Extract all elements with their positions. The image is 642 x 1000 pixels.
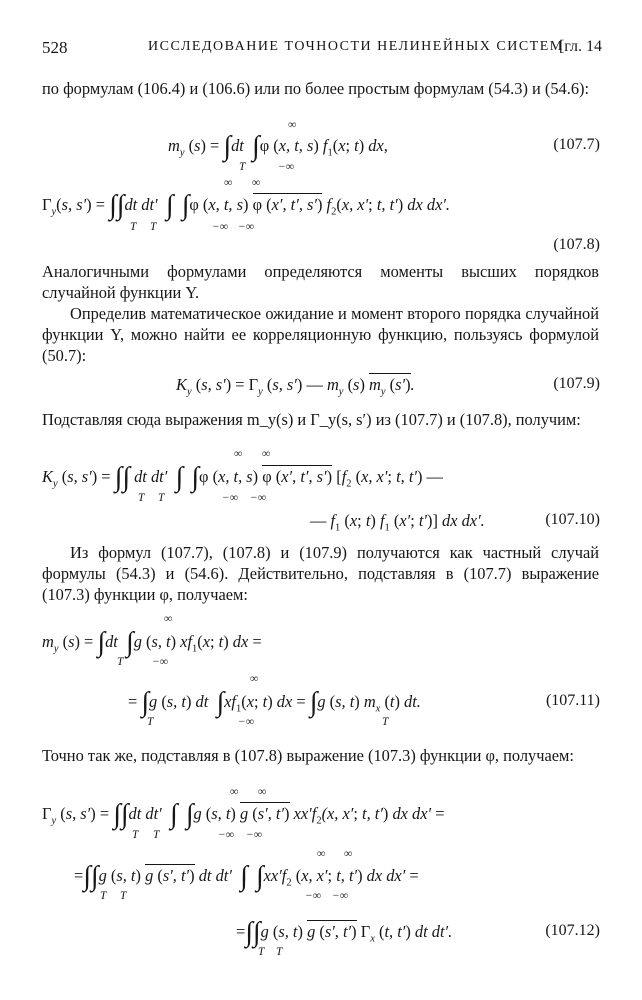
equation-107-12-body-line2: =∫∫g (s, t) g (s′, t′) dt dt′ ∫ $\int xx'f_2$ (x, x′; t, t′) dx dx′ =: [74, 861, 419, 892]
paragraph-4: Подставляя сюда выражения m_y(s) и Γ_y(s, s′) из (107.7) и (107.8), получим:: [42, 410, 581, 429]
paragraph-6: Точно так же, подставляя в (107.8) выражение (107.3) функции φ, получаем:: [42, 746, 574, 765]
equation-107-9-body: $K_y$ (s, $s') = \Gamma_y$ (s, s′) — $m_y$ (s) $m_y$ (s′).: [176, 375, 415, 398]
equation-107-12-body-line3: =∫∫g (s, t) g (s′, t′) $\Gamma_x$ (t, t′) dt dt′.: [236, 917, 453, 948]
paragraph-5: Из формул (107.7), (107.8) и (107.9) получаются как частный случай формулы (54.3) и (54.6). Действительно, подставляя в (107.7) выражение (107.3) функции φ, получаем:: [42, 543, 599, 604]
equation-107-8-body: $\Gamma_y(s$, s′) = ∫∫dt dt′ ∫ ∫φ (x, t, s) φ (x′, t′, s′) $f_2(x$, x′; t, t′) dx dx′.: [42, 190, 451, 221]
equation-107-10-body-line2: — $f_1$ (x; t) $f_1$ (x′; t′)] dx dx′.: [310, 511, 485, 534]
equation-number: (107.10): [545, 511, 600, 528]
equation-107-12-body-line1: $\Gamma_y$ (s, s′) = ∫∫dt dt′ ∫ ∫g (s, t) g (s′, t′) $xx'f_2(x$, x′; t, t′) dx dx′ =: [42, 799, 445, 830]
equation-number: (107.9): [553, 375, 600, 392]
equation-107-11-body-line2: = ∫g (s, t) dt $\int xf_1(x$; t) dx = ∫g (s, t) $m_x$ (t) dt.: [128, 687, 421, 718]
page-header: [42, 38, 602, 60]
page-number: 528: [42, 38, 68, 57]
paragraph-2: Аналогичными формулами определяются моменты высших порядков случайной функции Y.: [42, 262, 599, 302]
equation-number: (107.8): [553, 236, 600, 253]
running-title: ИССЛЕДОВАНИЕ ТОЧНОСТИ НЕЛИНЕЙНЫХ СИСТЕМ: [148, 39, 564, 54]
equation-107-11-body-line1: $m_y$ (s) = ∫dt ∫g (s, t) $xf_1(x$; t) dx =: [42, 627, 262, 658]
paragraph-3: Определив математическое ожидание и момент второго порядка случайной функции Y, можно найти ее корреляционную функцию, пользуясь формулой (50.7):: [42, 304, 599, 365]
equation-107-7-body: $m_y$ (s) = ∫dt ∫φ (x, t, s) $f_1(x$; t) dx,: [168, 131, 388, 162]
equation-number: (107.7): [553, 136, 600, 153]
equation-number: (107.12): [545, 922, 600, 939]
paragraph-1: по формулам (106.4) и (106.6) или по более простым формулам (54.3) и (54.6):: [42, 79, 590, 98]
equation-number: (107.11): [545, 692, 600, 709]
chapter-label: [гл. 14: [558, 38, 602, 55]
equation-107-10-body-line1: $K_y$ (s, s′) = ∫∫ dt dt′ ∫ ∫φ (x, t, s) φ (x′, t′, s′) [$f_2$ (x, x′; t, t′) —: [42, 462, 443, 493]
